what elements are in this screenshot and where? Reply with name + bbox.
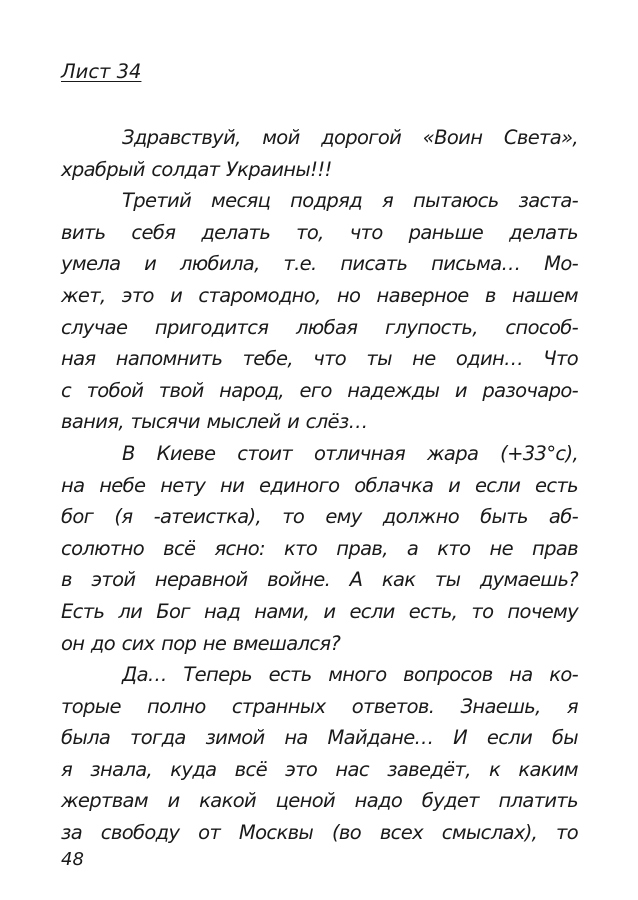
letter-line: на небе нету ни единого облачка и если есть <box>61 473 578 497</box>
page-heading: Лист 34 <box>61 60 142 83</box>
letter-line: Третий месяц подряд я пытаюсь заста- <box>122 189 578 213</box>
letter-line: в этой неравной войне. А как ты думаешь? <box>61 568 578 592</box>
letter-line: с тобой твой народ, его надежды и разочаро- <box>61 378 578 402</box>
letter-line: я знала, куда всё это нас заведёт, к каким <box>61 757 578 781</box>
letter-line: Да… Теперь есть много вопросов на ко- <box>122 663 578 687</box>
letter-line: жертвам и какой ценой надо будет платить <box>61 789 578 813</box>
letter-line: В Киеве стоит отличная жара (+33°с), <box>122 441 578 465</box>
letter-line: Есть ли Бог над нами, и если есть, то почему <box>61 599 578 623</box>
letter-line: ная напомнить тебе, что ты не один… Что <box>61 347 578 371</box>
letter-line: случае пригодится любая глупость, способ- <box>61 315 578 339</box>
letter-line: за свободу от Москвы (во всех смыслах), то <box>61 821 578 845</box>
letter-line: была тогда зимой на Майдане… И если бы <box>61 726 578 750</box>
letter-body <box>61 122 578 849</box>
letter-line: умела и любила, т.е. писать письма… Мо- <box>61 252 578 276</box>
letter-line: торые полно странных ответов. Знаешь, я <box>61 694 578 718</box>
letter-line: Здравствуй, мой дорогой «Воин Света», <box>122 126 578 149</box>
letter-line: храбрый солдат Украины!!! <box>61 157 332 181</box>
letter-line: бог (я -атеистка), то ему должно быть аб- <box>61 505 578 529</box>
page-number: 48 <box>61 849 84 870</box>
letter-line: жет, это и старомодно, но наверное в нашем <box>61 283 578 307</box>
letter-line: он до сих пор не вмешался? <box>61 631 341 655</box>
letter-line: солютно всё ясно: кто прав, а кто не прав <box>61 536 578 560</box>
letter-line: вить себя делать то, что раньше делать <box>61 220 578 244</box>
letter-line: вания, тысячи мыслей и слёз… <box>61 410 368 434</box>
